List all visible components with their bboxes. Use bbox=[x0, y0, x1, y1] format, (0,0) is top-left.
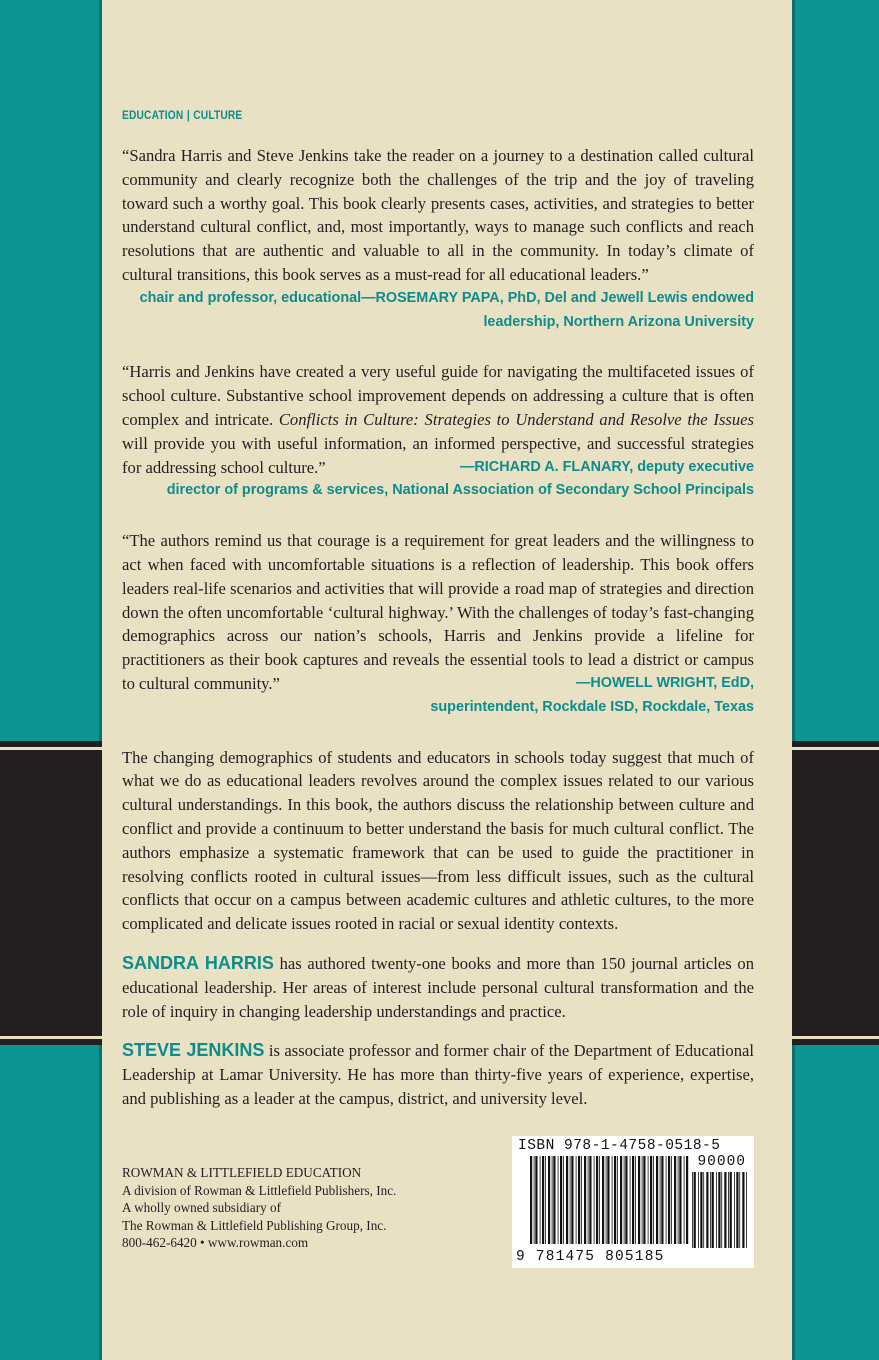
right-teal-band bbox=[792, 0, 879, 1360]
author-name: STEVE JENKINS bbox=[122, 1040, 265, 1061]
category-education: EDUCATION bbox=[122, 108, 184, 122]
publisher-info bbox=[122, 1164, 396, 1252]
blurb-attribution: —ROSEMARY PAPA, PhD, Del and Jewell Lewis endowed bbox=[361, 289, 754, 306]
description-text: The changing demographics of students and educators in schools today suggest that much of what we do as educational leaders revolves around the complex issues related to our various cultural understandings. In this book, the authors discuss the relationship between culture and conflict and provide a continuum to better understand the basis for much cultural conflict. The authors emphasize a systematic framework that can be used to guide the practitioner in resolving conflicts rooted in cultural issues—from less difficult issues, such as the cultural conflicts that occur on a campus between academic cultures and athletic cultures, to the more complicated and delicate issues rooted in racial or sexual identity contexts. bbox=[122, 747, 754, 934]
category-culture: CULTURE bbox=[193, 108, 243, 122]
publisher-name: ROWMAN & LITTLEFIELD EDUCATION bbox=[122, 1165, 362, 1180]
blurb-2 bbox=[122, 360, 754, 503]
barcode-bars bbox=[530, 1156, 690, 1244]
author-bio-harris bbox=[122, 952, 754, 1023]
publisher-contact: 800-462-6420 • www.rowman.com bbox=[122, 1235, 309, 1251]
blurb-3 bbox=[122, 529, 754, 719]
blurb-attribution: —HOWELL WRIGHT, EdD, bbox=[575, 674, 754, 691]
blurb-attribution: —RICHARD A. FLANARY, deputy executive bbox=[460, 458, 754, 475]
isbn-text: ISBN 978-1-4758-0518-5 bbox=[518, 1138, 721, 1154]
blurb-attribution-2: superintendent, Rockdale ISD, Rockdale, Texas bbox=[430, 698, 754, 715]
blurb-attribution-2: director of programs & services, National Association of Secondary School Principals bbox=[166, 482, 754, 499]
price-barcode-bars bbox=[692, 1172, 748, 1248]
blurb-text: “Harris and Jenkins have created a very useful guide for navigating the multifaceted issues of school culture. Substantive school improvement depends on addressing a culture that is often complex and intricate. Conflicts in Culture: Strategies to Understand and Resolve the Issues will provide you with useful information, an informed perspective, and successful strategies for addressing school culture.” —RICHARD A. FLANARY, deputy executive bbox=[122, 360, 754, 479]
author-bio: has authored twenty-one books and more than 150 journal articles on educational leadership. Her areas of interest include personal cultural transformation and the role of inquiry in changing leadership understandings and practice. bbox=[122, 953, 754, 1021]
publisher-subsidiary: A wholly owned subsidiary of bbox=[122, 1200, 281, 1216]
blurb-attribution-2: chair and professor, educational leadership, Northern Arizona University bbox=[139, 289, 754, 330]
book-title-italic: Conflicts in Culture: Strategies to Understand and Resolve the Issues bbox=[278, 409, 754, 429]
category-label: EDUCATION | CULTURE bbox=[122, 108, 243, 122]
blurb-text: “The authors remind us that courage is a requirement for great leaders and the willingness to act when faced with uncomfortable situations is a reflection of leadership. This book offers leaders real-life scenarios and activities that will provide a road map of strategies and direction down the often uncomfortable ‘cultural highway.’ With the challenges of today’s fast-changing demographics across our nation’s schools, Harris and Jenkins provide a lifeline for practitioners as their book captures and reveals the essential tools to lead a district or campus to cultural community.” —HOWELL WRIGHT, EdD, bbox=[122, 529, 754, 696]
price-code: 90000 bbox=[697, 1154, 746, 1170]
blurb-1 bbox=[122, 144, 754, 334]
book-description bbox=[122, 746, 754, 936]
ean-number: 9 781475 805185 bbox=[516, 1249, 665, 1265]
author-bio-jenkins bbox=[122, 1039, 754, 1110]
publisher-group: The Rowman & Littlefield Publishing Group, Inc. bbox=[122, 1217, 387, 1233]
author-name: SANDRA HARRIS bbox=[122, 952, 274, 973]
author-bio: is associate professor and former chair of the Department of Educational Leadership at Lamar University. He has more than thirty-five years of experience, expertise, and publishing as a leader at the campus, district, and university level. bbox=[122, 1041, 755, 1108]
isbn-barcode bbox=[512, 1136, 754, 1268]
publisher-division: A division of Rowman & Littlefield Publishers, Inc. bbox=[122, 1182, 397, 1198]
back-cover-content bbox=[122, 108, 754, 1137]
left-teal-band bbox=[0, 0, 102, 1360]
blurb-text: “Sandra Harris and Steve Jenkins take the reader on a journey to a destination called cultural community and clearly recognize both the challenges of the trip and the joy of traveling toward such a worthy goal. This book clearly presents cases, activities, and strategies to better understand cultural conflict, and, most importantly, ways to manage such conflicts and reach resolutions that are authentic and valuable to all in the community. In today’s climate of cultural transitions, this book serves as a must-read for all educational leaders.” —ROSEMARY PAPA, PhD, Del and Jewell Lewis endowed bbox=[122, 144, 754, 287]
